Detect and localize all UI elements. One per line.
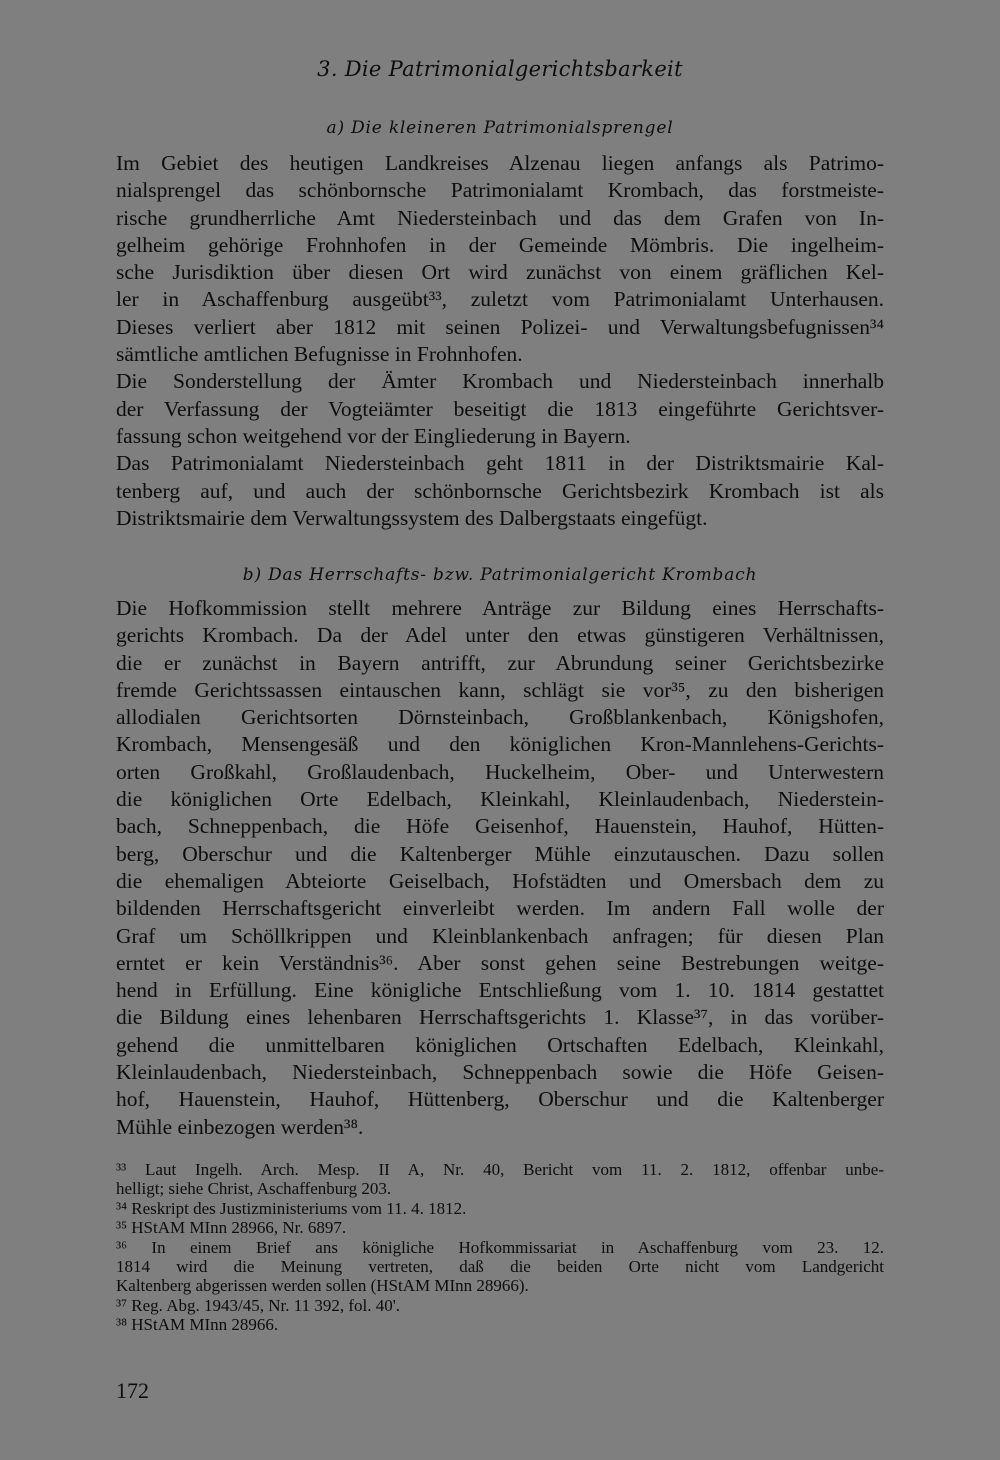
footnote-line: 1814 wird die Meinung vertreten, daß die beiden Orte nicht vom Landgericht — [116, 1256, 884, 1276]
footnote-line: Kaltenberg abgerissen werden sollen (HStAM MInn 28966). — [116, 1276, 529, 1296]
footnote-line: ³⁴ Reskript des Justizministeriums vom 11. 4. 1812. — [116, 1198, 467, 1218]
text-line: fremde Gerichtssassen eintauschen kann, schlägt sie vor³⁵, zu den bisherigen — [116, 677, 884, 702]
footnote-line: helligt; siehe Christ, Aschaffenburg 203. — [116, 1179, 392, 1199]
text-line: rische grundherrliche Amt Niedersteinbach und das dem Grafen von In- — [116, 205, 884, 230]
text-line: gehend die unmittelbaren königlichen Ortschaften Edelbach, Kleinkahl, — [116, 1032, 884, 1057]
footnote-line: ³⁷ Reg. Abg. 1943/45, Nr. 11 392, fol. 40'. — [116, 1295, 401, 1315]
text-line: bildenden Herrschaftsgericht einverleibt werden. Im andern Fall wolle der — [116, 896, 884, 921]
footnote-line: ³⁸ HStAM MInn 28966. — [116, 1315, 279, 1335]
text-line: bach, Schneppenbach, die Höfe Geisenhof, Hauenstein, Hauhof, Hütten- — [116, 814, 884, 839]
text-line: hof, Hauenstein, Hauhof, Hüttenberg, Oberschur und die Kaltenberger — [116, 1087, 884, 1112]
text-line: Die Hofkommission stellt mehrere Anträge zur Bildung eines Herrschafts- — [116, 596, 884, 620]
text-line: Mühle einbezogen werden³⁸. — [116, 1114, 364, 1139]
chapter-heading: 3. Die Patrimonialgerichtsbarkeit — [317, 57, 683, 81]
text-line: gerichts Krombach. Da der Adel unter den etwas günstigeren Verhältnissen, — [116, 623, 884, 648]
text-line: gelheim gehörige Frohnhofen in der Gemeinde Mömbris. Die ingelheim- — [116, 232, 884, 257]
text-line: sämtliche amtlichen Befugnisse in Frohnhofen. — [116, 342, 523, 367]
section-a-title: a) Die kleineren Patrimonialsprengel — [326, 118, 674, 138]
text-line: ler in Aschaffenburg ausgeübt³³, zuletzt vom Patrimonialamt Unterhausen. — [116, 287, 884, 312]
text-line: die er zunächst in Bayern antrifft, zur Abrundung seiner Gerichtsbezirke — [116, 650, 884, 675]
text-line: berg, Oberschur und die Kaltenberger Mühle einzutauschen. Dazu sollen — [116, 841, 884, 866]
text-line: Das Patrimonialamt Niedersteinbach geht 1811 in der Distriktsmairie Kal- — [116, 451, 884, 476]
text-line: Distriktsmairie dem Verwaltungssystem des Dalbergstaats eingefügt. — [116, 505, 708, 530]
text-line: sche Jurisdiktion über diesen Ort wird zunächst von einem gräflichen Kel- — [116, 260, 884, 285]
footnote-line: ³⁵ HStAM MInn 28966, Nr. 6897. — [116, 1218, 347, 1238]
footnotes — [116, 1160, 884, 1335]
text-line: Graf um Schöllkrippen und Kleinblankenbach anfragen; für diesen Plan — [116, 923, 884, 948]
text-line: Krombach, Mensengesäß und den königlichen Kron-Mannlehens-Gerichts- — [116, 732, 884, 757]
section-b-title: b) Das Herrschafts- bzw. Patrimonialgericht Krombach — [242, 565, 758, 585]
section-a-body — [116, 150, 884, 532]
text-line: die königlichen Orte Edelbach, Kleinkahl, Kleinlaudenbach, Niederstein- — [116, 787, 884, 812]
section-b-body — [116, 595, 884, 1141]
text-line: nialsprengel das schönbornsche Patrimonialamt Krombach, das forstmeiste- — [116, 178, 884, 203]
footnote-line: ³³ Laut Ingelh. Arch. Mesp. II A, Nr. 40, Bericht vom 11. 2. 1812, offenbar unbe- — [116, 1160, 884, 1179]
text-line: die ehemaligen Abteiorte Geiselbach, Hofstädten und Omersbach dem zu — [116, 868, 884, 893]
text-line: hend in Erfüllung. Eine königliche Entschließung vom 1. 10. 1814 gestattet — [116, 978, 884, 1003]
text-line: orten Großkahl, Großlaudenbach, Huckelheim, Ober- und Unterwestern — [116, 759, 884, 784]
text-line: Kleinlaudenbach, Niedersteinbach, Schneppenbach sowie die Höfe Geisen- — [116, 1060, 884, 1085]
page-number: 172 — [116, 1378, 149, 1403]
text-line: Dieses verliert aber 1812 mit seinen Polizei- und Verwaltungsbefugnissen³⁴ — [116, 314, 884, 339]
text-line: erntet er kein Verständnis³⁶. Aber sonst gehen seine Bestrebungen weitge- — [116, 950, 884, 975]
text-line: tenberg auf, und auch der schönbornsche Gerichtsbezirk Krombach ist als — [116, 478, 884, 503]
text-line: die Bildung eines lehenbaren Herrschaftsgerichts 1. Klasse³⁷, in das vorüber- — [116, 1005, 884, 1030]
footnote-line: ³⁶ In einem Brief ans königliche Hofkommissariat in Aschaffenburg vom 23. 12. — [116, 1237, 884, 1257]
text-line: Im Gebiet des heutigen Landkreises Alzenau liegen anfangs als Patrimo- — [116, 151, 884, 175]
text-line: allodialen Gerichtsorten Dörnsteinbach, Großblankenbach, Königshofen, — [116, 705, 884, 730]
text-line: der Verfassung der Vogteiämter beseitigt die 1813 eingeführte Gerichtsver- — [116, 396, 884, 421]
text-line: Die Sonderstellung der Ämter Krombach und Niedersteinbach innerhalb — [116, 369, 884, 394]
text-line: fassung schon weitgehend vor der Eingliederung in Bayern. — [116, 423, 631, 448]
